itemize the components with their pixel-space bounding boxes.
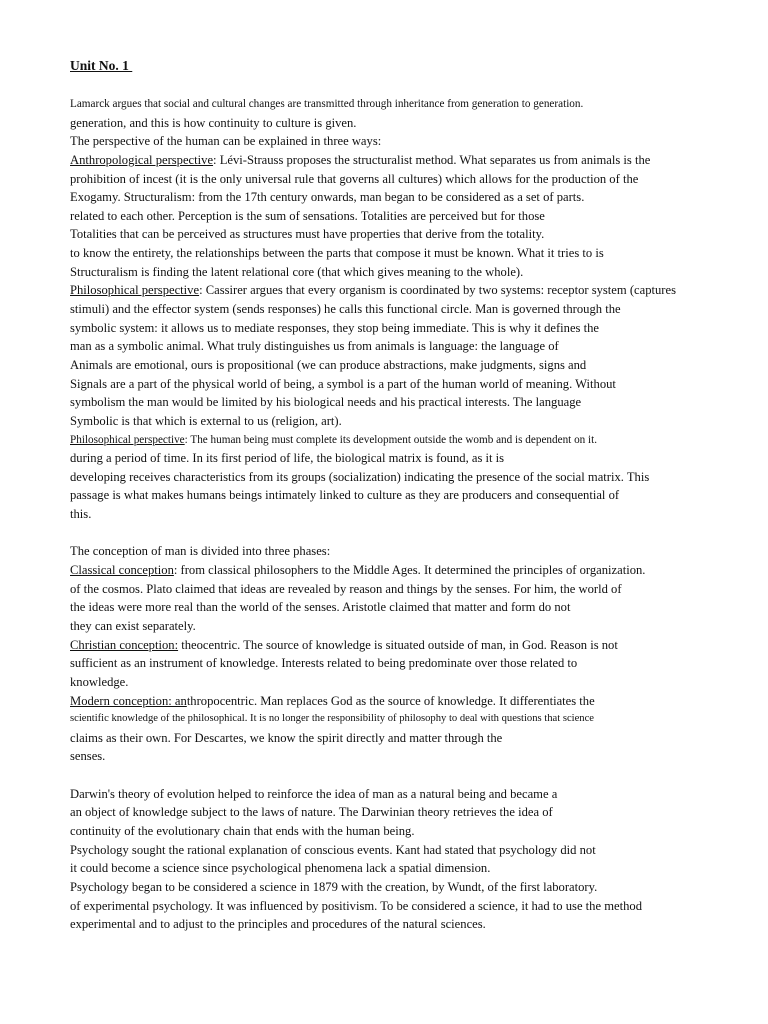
text-line — [70, 915, 730, 934]
line-text: Symbolic is that which is external to us (religion, art). — [70, 413, 342, 428]
unit-title: Unit No. 1 — [70, 58, 133, 73]
text-line — [70, 859, 730, 878]
line-text: Exogamy. Structuralism: from the 17th century onwards, man began to be considered as a set of parts. — [70, 190, 585, 205]
line-text: it could become a science since psychological phenomena lack a spatial dimension. — [70, 861, 491, 876]
text-line — [70, 617, 730, 636]
section-heading: Anthropological perspective — [70, 152, 214, 167]
line-text: related to each other. Perception is the sum of sensations. Totalities are perceived but for those — [70, 208, 545, 223]
section-heading: Philosophical perspective — [70, 283, 200, 298]
text-line — [70, 636, 730, 655]
text-line — [70, 673, 730, 692]
line-text: senses. — [70, 749, 106, 764]
line-text: generation, and this is how continuity to culture is given. — [70, 115, 357, 130]
text-line — [70, 822, 730, 841]
line-text: Signals are a part of the physical world of being, a symbol is a part of the human world of meaning. Without — [70, 376, 616, 391]
text-line — [70, 375, 730, 394]
text-line — [70, 785, 730, 804]
text-line — [70, 95, 730, 114]
text-line — [70, 207, 730, 226]
section-heading: Classical conception — [70, 563, 174, 578]
text-line — [70, 580, 730, 599]
line-text: theocentric. The source of knowledge is situated outside of man, in God. Reason is not — [178, 637, 618, 652]
line-text: symbolic system: it allows us to mediate responses, they stop being immediate. This is why it defines the — [70, 320, 599, 335]
section-heading: Philosophical perspective — [70, 433, 185, 446]
line-text: thropocentric. Man replaces God as the source of knowledge. It differentiates the — [186, 693, 595, 708]
line-text: : The human being must complete its development outside the womb and is dependent on it. — [184, 433, 598, 446]
text-line — [70, 225, 730, 244]
section-heading: Modern conception: an — [70, 693, 187, 708]
text-line — [70, 319, 730, 338]
line-text: developing receives characteristics from its groups (socialization) indicating the presence of the social matrix. This — [70, 469, 650, 484]
line-text: Totalities that can be perceived as structures must have properties that derive from the totality. — [70, 227, 545, 242]
text-line — [70, 841, 730, 860]
line-text: scientific knowledge of the philosophical. It is no longer the responsibility of philosophy to deal with questions that science — [70, 713, 594, 725]
line-text: passage is what makes humans beings intimately linked to culture as they are producers and consequential of — [70, 488, 620, 503]
text-line — [70, 281, 730, 300]
section-heading: Christian conception: — [70, 637, 179, 652]
text-line — [70, 431, 730, 450]
line-text: this. — [70, 507, 92, 522]
text-line — [70, 393, 730, 412]
line-text: claims as their own. For Descartes, we know the spirit directly and matter through the — [70, 730, 503, 745]
text-line — [70, 692, 730, 711]
line-text: man as a symbolic animal. What truly distinguishes us from animals is language: the language of — [70, 339, 559, 354]
line-text: The perspective of the human can be explained in three ways: — [70, 134, 382, 149]
text-line — [70, 151, 730, 170]
line-text: to know the entirety, the relationships between the parts that compose it must be known. What it tries to is — [70, 246, 604, 261]
text-line — [70, 542, 730, 561]
text-line — [70, 337, 730, 356]
line-text: continuity of the evolutionary chain that ends with the human being. — [70, 823, 415, 838]
line-text: symbolism the man would be limited by his biological needs and his practical interests. The language — [70, 395, 582, 410]
line-text: of the cosmos. Plato claimed that ideas are revealed by reason and things by the senses. For him, the world of — [70, 581, 622, 596]
line-text: Lamarck argues that social and cultural changes are transmitted through inheritance from generation to generation. — [70, 98, 584, 110]
text-line — [70, 486, 730, 505]
text-line — [70, 263, 730, 282]
line-text: Structuralism is finding the latent relational core (that which gives meaning to the whole). — [70, 264, 524, 279]
line-text: they can exist separately. — [70, 618, 196, 633]
line-text: experimental and to adjust to the principles and procedures of the natural sciences. — [70, 917, 486, 932]
line-text: Psychology began to be considered a science in 1879 with the creation, by Wundt, of the first laboratory. — [70, 879, 598, 894]
text-line — [70, 170, 730, 189]
text-line — [70, 561, 730, 580]
line-text: : from classical philosophers to the Middle Ages. It determined the principles of organization. — [173, 563, 646, 578]
line-text: : Lévi-Strauss proposes the structuralist method. What separates us from animals is the — [213, 152, 651, 167]
text-line — [70, 356, 730, 375]
line-text: during a period of time. In its first period of life, the biological matrix is found, as it is — [70, 451, 505, 466]
text-line — [70, 710, 730, 729]
text-line — [70, 412, 730, 431]
line-text: Animals are emotional, ours is propositional (we can produce abstractions, make judgments, signs and — [70, 357, 587, 372]
line-text: knowledge. — [70, 674, 129, 689]
line-text: Psychology sought the rational explanation of conscious events. Kant had stated that psychology did not — [70, 842, 596, 857]
line-text: Darwin's theory of evolution helped to reinforce the idea of man as a natural being and became a — [70, 786, 558, 801]
text-line — [70, 300, 730, 319]
line-text: The conception of man is divided into three phases: — [70, 544, 331, 559]
paragraph-gap — [70, 524, 730, 543]
text-line — [70, 505, 730, 524]
text-line — [70, 114, 730, 133]
line-text: prohibition of incest (it is the only universal rule that governs all cultures) which allows for the production of the — [70, 171, 639, 186]
line-text: : Cassirer argues that every organism is coordinated by two systems: receptor system (captures — [199, 283, 676, 298]
document-body — [70, 95, 730, 934]
text-line — [70, 654, 730, 673]
text-line — [70, 897, 730, 916]
text-line — [70, 803, 730, 822]
text-line — [70, 449, 730, 468]
line-text: sufficient as an instrument of knowledge. Interests related to being predominate over those related to — [70, 656, 578, 671]
line-text: the ideas were more real than the world of the senses. Aristotle claimed that matter and form do not — [70, 600, 571, 615]
text-line — [70, 747, 730, 766]
text-line — [70, 188, 730, 207]
text-line — [70, 468, 730, 487]
paragraph-gap — [70, 766, 730, 785]
line-text: stimuli) and the effector system (sends responses) he calls this functional circle. Man is governed through the — [70, 302, 621, 317]
line-text: of experimental psychology. It was influenced by positivism. To be considered a science, it had to use the method — [70, 898, 642, 913]
text-line — [70, 878, 730, 897]
text-line — [70, 598, 730, 617]
text-line — [70, 244, 730, 263]
text-line — [70, 132, 730, 151]
line-text: an object of knowledge subject to the laws of nature. The Darwinian theory retrieves the idea of — [70, 805, 553, 820]
text-line — [70, 729, 730, 748]
